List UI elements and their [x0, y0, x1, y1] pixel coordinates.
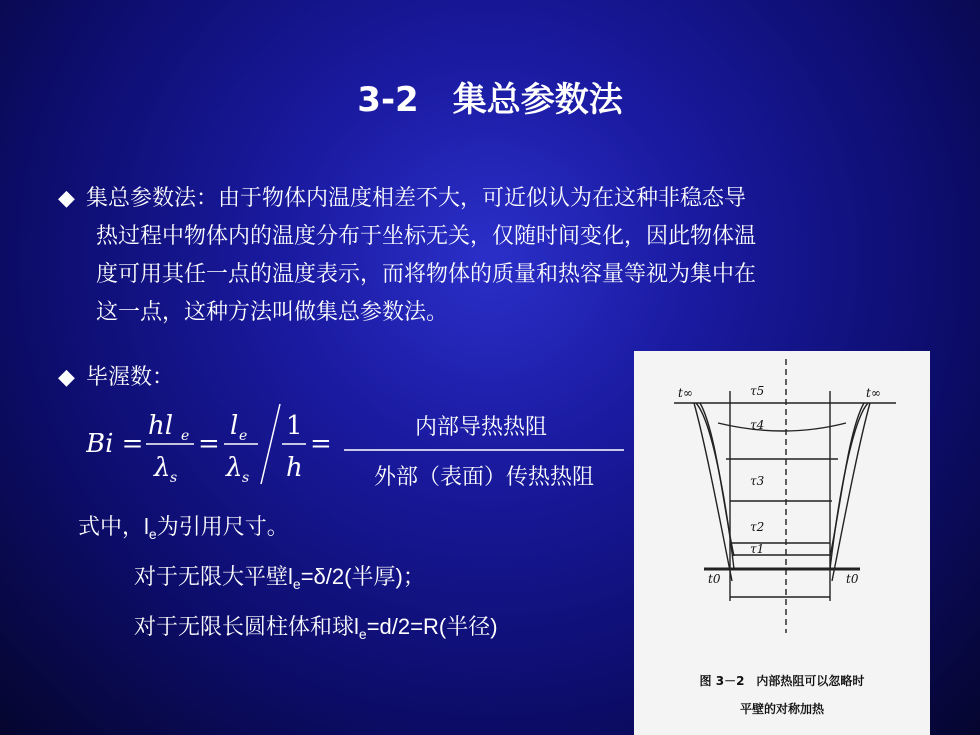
label-t-inf-left: t∞: [678, 386, 693, 400]
label-tau2: τ2: [750, 520, 765, 534]
formula-lhs: Bi =: [86, 429, 144, 459]
formula-den1-sub: s: [170, 470, 178, 486]
formula-num1: hl: [148, 411, 174, 441]
formula-num1-sub: e: [181, 428, 190, 444]
biot-label: 毕渥数：: [86, 365, 175, 390]
label-tau4: τ4: [750, 418, 765, 432]
formula-num3: 1: [286, 411, 303, 441]
wall-heating-diagram: [634, 351, 930, 661]
profile-right-1: [830, 403, 868, 569]
formula-den2-sub: s: [242, 470, 250, 486]
biot-formula: [86, 400, 631, 490]
definition-line-1: 集总参数法：由于物体内温度相差不大，可近似认为在这种非稳态导: [86, 186, 747, 211]
definition-line-4: 这一点，这种方法叫做集总参数法。: [96, 300, 449, 325]
diamond-bullet-icon: ◆: [58, 186, 75, 211]
label-t0-right: t0: [846, 572, 859, 586]
note-reference-size: 式中，$l_e$为引用尺寸。: [78, 514, 289, 542]
tau5-line: [718, 423, 846, 431]
slide-title: 3-2 集总参数法: [357, 80, 623, 120]
figure-caption-line-2: 平壁的对称加热: [739, 702, 824, 716]
label-tau1: τ1: [750, 542, 765, 556]
figure-caption-line-1: 图 3－2 内部热阻可以忽略时: [699, 674, 865, 688]
bullet-biot: [58, 360, 174, 391]
formula-eq2: =: [310, 429, 332, 459]
formula-eq1: =: [198, 429, 220, 459]
formula-den3: h: [286, 453, 303, 483]
definition-line-3: 度可用其任一点的温度表示，而将物体的质量和热容量等视为集中在: [96, 262, 757, 287]
temperature-profile-figure: [634, 351, 930, 735]
lumped-definition: [58, 180, 928, 332]
definition-line-2: 热过程中物体内的温度分布于坐标无关，仅随时间变化，因此物体温: [96, 224, 757, 249]
ratio-denominator: 外部（表面）传热热阻: [373, 465, 595, 490]
label-t0-left: t0: [708, 572, 721, 586]
note-cylinder-sphere: 对于无限长圆柱体和球$l_e=d/2=R$(半径): [134, 614, 498, 642]
formula-num2: l: [230, 411, 239, 441]
formula-den2: λ: [226, 453, 243, 483]
note-plane-wall: 对于无限大平壁$l_e=\delta/2$(半厚)；: [134, 564, 425, 592]
label-tau5: τ5: [750, 384, 765, 398]
label-t-inf-right: t∞: [866, 386, 881, 400]
formula-den1: λ: [154, 453, 171, 483]
diamond-bullet-icon: ◆: [58, 365, 75, 390]
formula-num2-sub: e: [239, 428, 248, 444]
ratio-numerator: 内部导热热阻: [414, 415, 548, 440]
label-tau3: τ3: [750, 474, 765, 488]
profile-left-1: [696, 403, 734, 569]
